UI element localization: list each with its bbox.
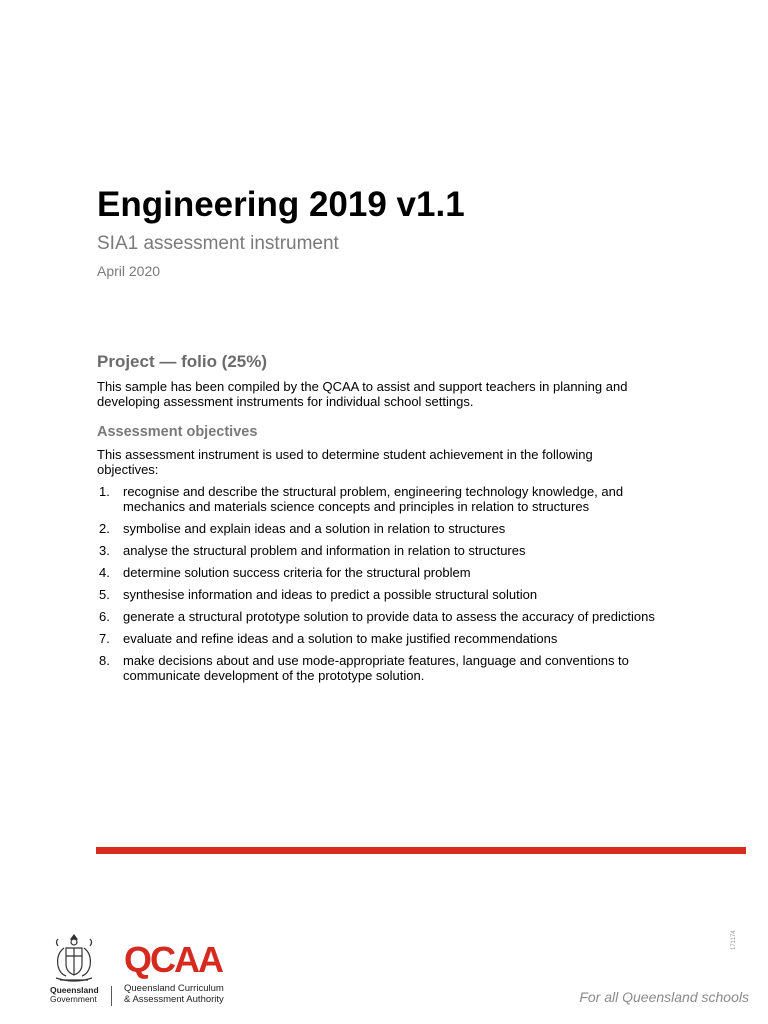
qcaa-full-name xyxy=(124,983,224,1005)
objective-number: 7. xyxy=(99,631,110,646)
qcaa-name-line1: Queensland Curriculum xyxy=(124,983,224,994)
objective-item xyxy=(97,521,667,536)
document-code: 171174 xyxy=(731,930,737,950)
objective-item xyxy=(97,609,667,624)
objective-number: 4. xyxy=(99,565,110,580)
objective-number: 5. xyxy=(99,587,110,602)
queensland-government-logo xyxy=(44,932,106,1006)
objective-text: recognise and describe the structural problem, engineering technology knowledge, and mechanics and materials science concepts and principles in relation to structures xyxy=(123,484,624,514)
objective-item xyxy=(97,653,667,683)
qld-name-line2: Government xyxy=(50,994,97,1004)
objective-text: analyse the structural problem and information in relation to structures xyxy=(123,543,526,558)
objective-text: evaluate and refine ideas and a solution to make justified recommendations xyxy=(123,631,558,646)
objective-item xyxy=(97,543,667,558)
qld-name-line1: Queensland xyxy=(50,985,99,995)
objective-item xyxy=(97,565,667,580)
objective-number: 6. xyxy=(99,609,110,624)
objective-item xyxy=(97,631,667,646)
footer-tagline: For all Queensland schools xyxy=(579,989,749,1005)
objective-text: symbolise and explain ideas and a solution in relation to structures xyxy=(123,521,506,536)
objective-number: 8. xyxy=(99,653,110,668)
objective-item xyxy=(97,587,667,602)
document-subtitle: SIA1 assessment instrument xyxy=(97,233,339,254)
red-divider xyxy=(96,847,746,854)
logo-divider xyxy=(111,986,112,1006)
objective-number: 2. xyxy=(99,521,110,536)
objectives-list xyxy=(97,484,667,690)
document-title: Engineering 2019 v1.1 xyxy=(97,185,465,224)
objectives-heading: Assessment objectives xyxy=(97,424,258,440)
objective-text: determine solution success criteria for the structural problem xyxy=(123,565,471,580)
objective-text: generate a structural prototype solution to provide data to assess the accuracy of predictions xyxy=(123,609,655,624)
section-intro: This sample has been compiled by the QCAA to assist and support teachers in planning and developing assessment instruments for individual school settings. xyxy=(97,379,628,409)
document-date: April 2020 xyxy=(97,263,161,279)
queensland-crest-icon xyxy=(50,932,98,984)
qcaa-name-line2: & Assessment Authority xyxy=(124,994,224,1005)
objectives-intro: This assessment instrument is used to determine student achievement in the following objectives: xyxy=(97,447,593,477)
objective-item xyxy=(97,484,667,514)
objective-text: synthesise information and ideas to predict a possible structural solution xyxy=(123,587,538,602)
section-heading: Project — folio (25%) xyxy=(97,352,268,371)
objective-number: 3. xyxy=(99,543,110,558)
qcaa-logo: QCAA xyxy=(124,939,222,980)
objective-text: make decisions about and use mode-appropriate features, language and conventions to communicate development of the prototype solution. xyxy=(123,653,629,683)
objective-number: 1. xyxy=(99,484,110,499)
